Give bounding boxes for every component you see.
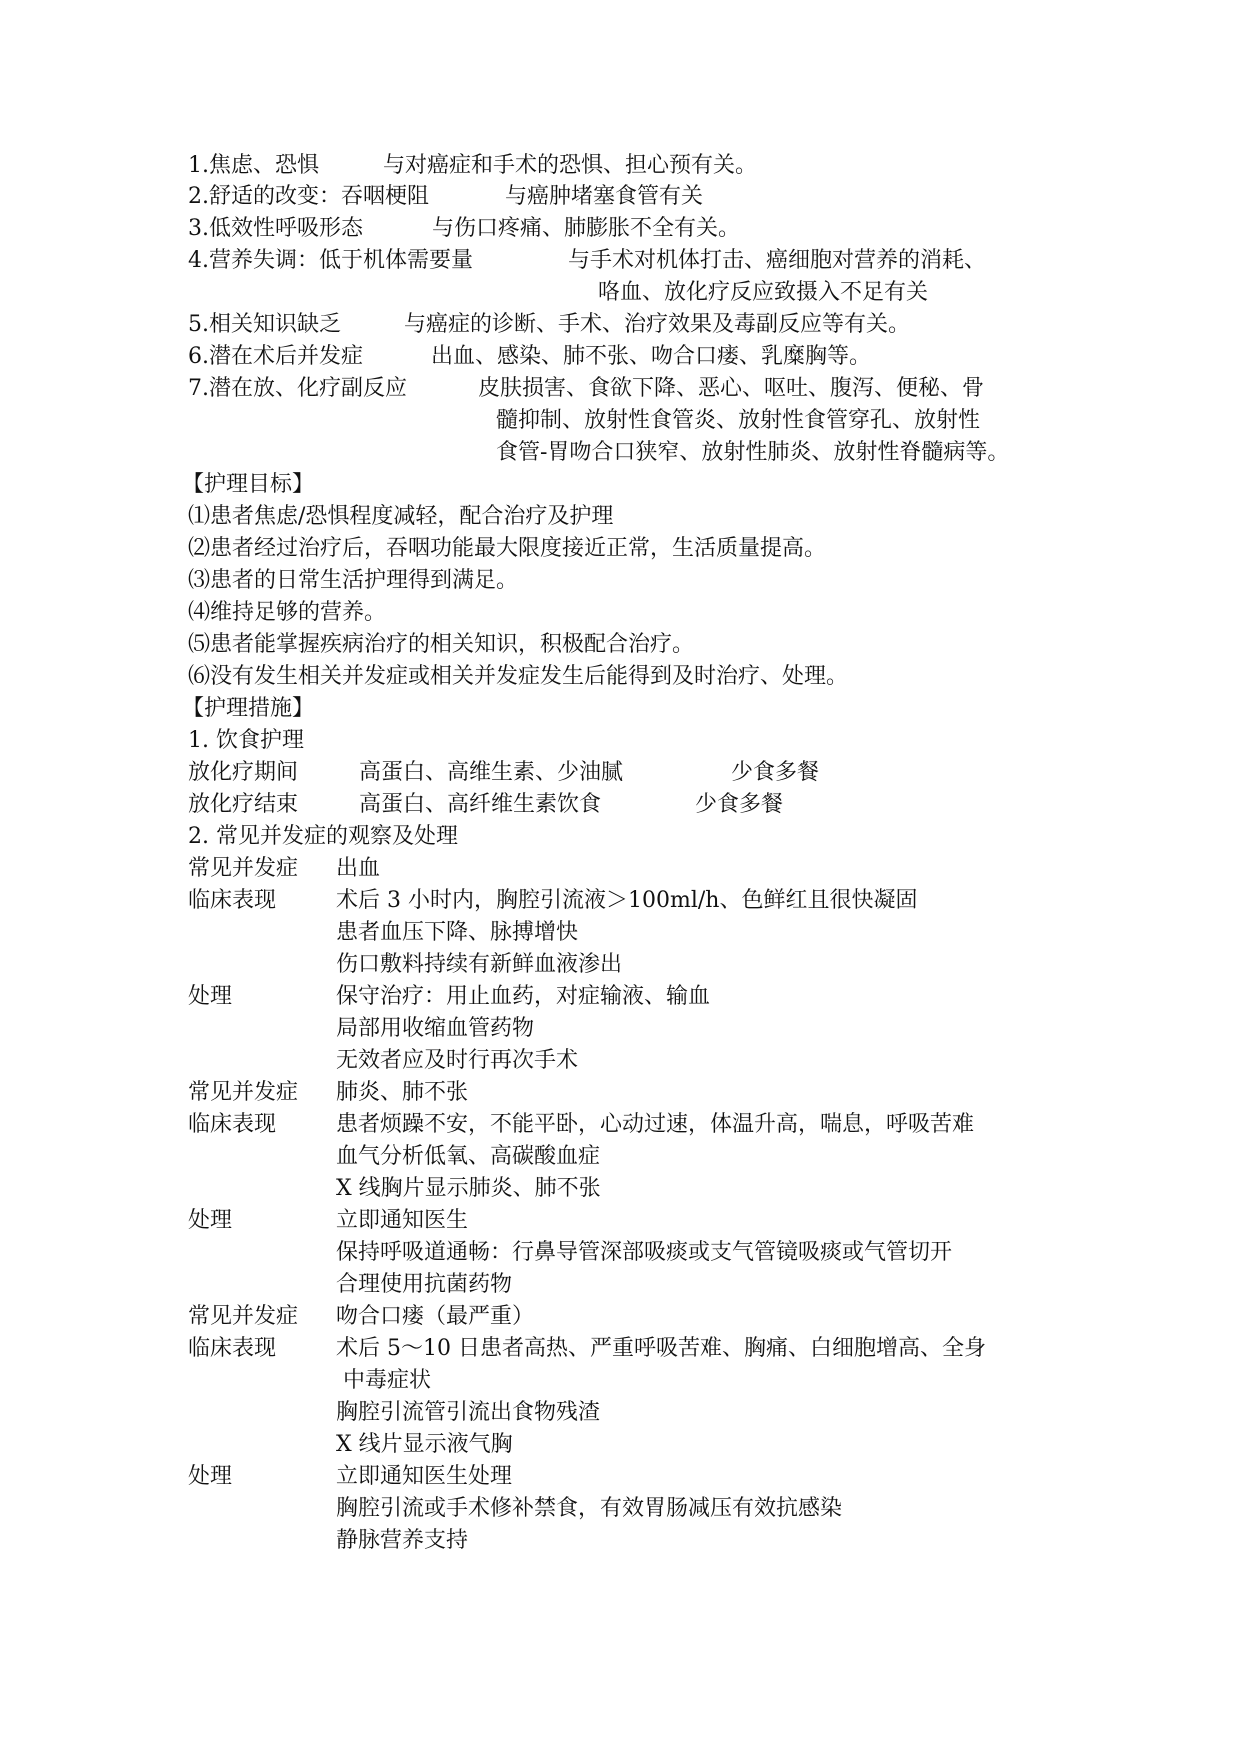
complication-label: 常见并发症 [188, 1304, 299, 1329]
diagnosis-7 [188, 374, 985, 404]
diagnosis-text: 与伤口疼痛、肺膨胀不全有关。 [432, 216, 741, 241]
complication-label: 常见并发症 [188, 1080, 299, 1105]
complication-label: 常见并发症 [188, 856, 299, 881]
diagnosis-5 [188, 310, 911, 340]
diet-meal: 少食多餐 [731, 760, 820, 785]
measures-heading: 【护理措施】 [182, 696, 315, 721]
clinical-text: 术后 5～10 日患者高热、严重呼吸苦难、胸痛、白细胞增高、全身 [336, 1336, 986, 1361]
diagnosis-label: 7.潜在放、化疗副反应 [188, 376, 407, 401]
treatment-text: 合理使用抗菌药物 [336, 1272, 513, 1297]
clinical-label: 临床表现 [188, 888, 277, 913]
diagnosis-4-cont: 咯血、放化疗反应致摄入不足有关 [598, 280, 929, 305]
diagnosis-3 [188, 214, 741, 244]
complication-name: 肺炎、肺不张 [336, 1080, 469, 1105]
goal-item: ⑶患者的日常生活护理得到满足。 [188, 568, 519, 593]
goal-item: ⑹没有发生相关并发症或相关并发症发生后能得到及时治疗、处理。 [188, 664, 849, 689]
diagnosis-text: 与手术对机体打击、癌细胞对营养的消耗、 [568, 248, 987, 273]
complication-row [188, 1078, 469, 1108]
clinical-row [188, 886, 918, 916]
clinical-text: 中毒症状 [336, 1368, 431, 1393]
clinical-label: 临床表现 [188, 1336, 277, 1361]
diagnosis-1 [188, 151, 758, 181]
clinical-text: 血气分析低氧、高碳酸血症 [336, 1144, 601, 1169]
treatment-text: 无效者应及时行再次手术 [336, 1048, 579, 1073]
diagnosis-label: 1.焦虑、恐惧 [188, 153, 319, 178]
goals-heading: 【护理目标】 [182, 472, 315, 497]
diagnosis-label: 3.低效性呼吸形态 [188, 216, 363, 241]
goal-item: ⑵患者经过治疗后，吞咽功能最大限度接近正常，生活质量提高。 [188, 536, 827, 561]
diagnosis-label: 5.相关知识缺乏 [188, 312, 341, 337]
diet-content: 高蛋白、高维生素、少油腻 [359, 760, 624, 785]
treatment-text: 静脉营养支持 [336, 1528, 469, 1553]
diet-content: 高蛋白、高纤维生素饮食 [359, 792, 602, 817]
complication-row [188, 854, 381, 884]
clinical-text: X 线片显示液气胸 [336, 1432, 513, 1457]
treatment-text: 保持呼吸道通畅：行鼻导管深部吸痰或支气管镜吸痰或气管切开 [336, 1240, 953, 1265]
clinical-label: 临床表现 [188, 1112, 277, 1137]
diet-phase: 放化疗结束 [188, 792, 299, 817]
diagnosis-7-cont1: 髓抑制、放射性食管炎、放射性食管穿孔、放射性 [496, 408, 981, 433]
treatment-row [188, 982, 711, 1012]
diet-meal: 少食多餐 [695, 792, 784, 817]
complication-row [188, 1302, 535, 1332]
treatment-label: 处理 [188, 1464, 233, 1489]
diagnosis-text: 与癌肿堵塞食管有关 [505, 184, 704, 209]
treatment-text: 立即通知医生处理 [336, 1464, 513, 1489]
diagnosis-4 [188, 246, 987, 276]
clinical-row [188, 1110, 975, 1140]
clinical-text: X 线胸片显示肺炎、肺不张 [336, 1176, 601, 1201]
treatment-label: 处理 [188, 1208, 233, 1233]
diet-phase: 放化疗期间 [188, 760, 299, 785]
diagnosis-text: 皮肤损害、食欲下降、恶心、呕吐、腹泻、便秘、骨 [478, 376, 985, 401]
clinical-text: 伤口敷料持续有新鲜血液渗出 [336, 952, 623, 977]
diagnosis-2 [188, 182, 704, 212]
clinical-text: 患者血压下降、脉搏增快 [336, 920, 579, 945]
diagnosis-label: 2.舒适的改变：吞咽梗阻 [188, 184, 429, 209]
diagnosis-7-cont2: 食管-胃吻合口狭窄、放射性肺炎、放射性脊髓病等。 [496, 440, 1010, 465]
treatment-label: 处理 [188, 984, 233, 1009]
diagnosis-label: 6.潜在术后并发症 [188, 344, 363, 369]
clinical-text: 术后 3 小时内，胸腔引流液＞100ml/h、色鲜红且很快凝固 [336, 888, 918, 913]
diagnosis-label: 4.营养失调：低于机体需要量 [188, 248, 473, 273]
goal-item: ⑸患者能掌握疾病治疗的相关知识，积极配合治疗。 [188, 632, 695, 657]
diagnosis-6 [188, 342, 872, 372]
treatment-text: 立即通知医生 [336, 1208, 469, 1233]
treatment-row [188, 1462, 513, 1492]
clinical-text: 患者烦躁不安，不能平卧，心动过速，体温升高，喘息，呼吸苦难 [336, 1112, 975, 1137]
diet-row [188, 758, 820, 788]
diagnosis-text: 与对癌症和手术的恐惧、担心预有关。 [383, 153, 758, 178]
complications-title: 2. 常见并发症的观察及处理 [188, 824, 458, 849]
complication-name: 吻合口瘘（最严重） [336, 1304, 535, 1329]
clinical-text: 胸腔引流管引流出食物残渣 [336, 1400, 601, 1425]
goal-item: ⑷维持足够的营养。 [188, 600, 387, 625]
diet-title: 1. 饮食护理 [188, 728, 304, 753]
treatment-text: 胸腔引流或手术修补禁食，有效胃肠减压有效抗感染 [336, 1496, 843, 1521]
diet-row [188, 790, 784, 820]
diagnosis-text: 与癌症的诊断、手术、治疗效果及毒副反应等有关。 [404, 312, 911, 337]
treatment-text: 保守治疗：用止血药，对症输液、输血 [336, 984, 711, 1009]
treatment-row [188, 1206, 469, 1236]
diagnosis-text: 出血、感染、肺不张、吻合口瘘、乳糜胸等。 [431, 344, 872, 369]
complication-name: 出血 [336, 856, 381, 881]
treatment-text: 局部用收缩血管药物 [336, 1016, 535, 1041]
clinical-row [188, 1334, 986, 1364]
goal-item: ⑴患者焦虑/恐惧程度减轻，配合治疗及护理 [188, 504, 614, 529]
